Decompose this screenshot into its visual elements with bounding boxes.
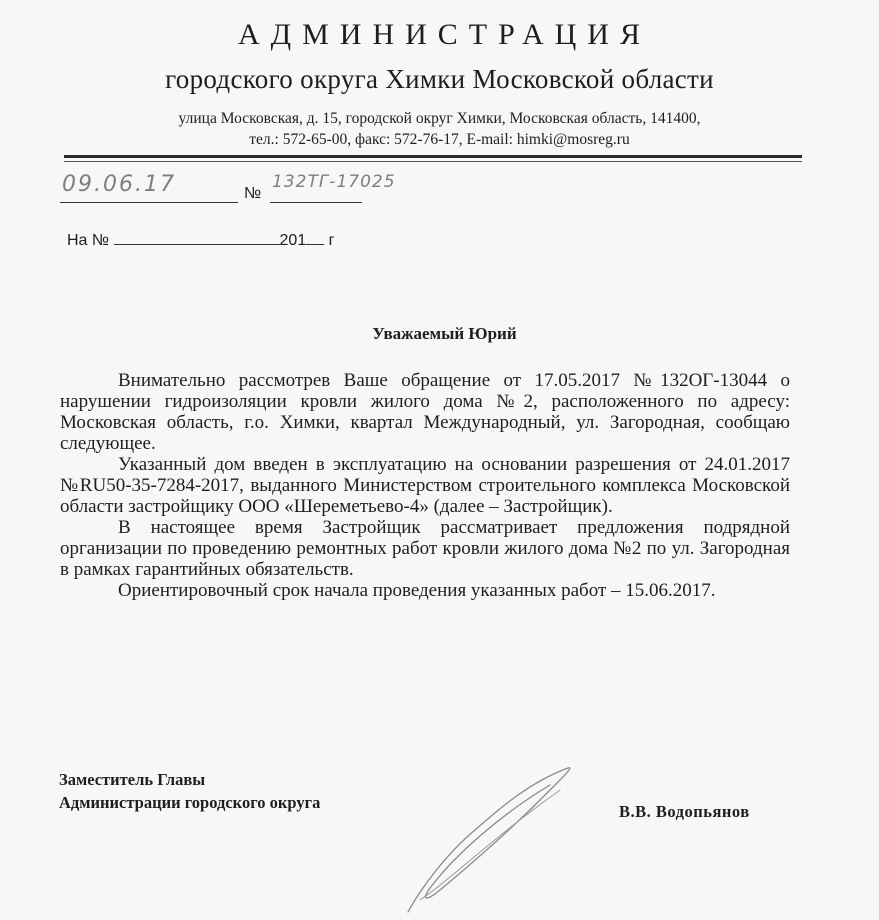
signatory-position-line-1: Заместитель Главы bbox=[59, 770, 206, 789]
signatory-position bbox=[59, 768, 320, 814]
letterhead-subtitle: городского округа Химки Московской области bbox=[165, 64, 714, 94]
reference-year-blank bbox=[306, 230, 324, 245]
body-paragraph-1: Внимательно рассмотрев Ваше обращение от 17.05.2017 №132ОГ-13044 о нарушении гидроизоляции кровли жилого дома №2, расположенного по адресу: Московская область, г.о. Химки, квартал Международный, ул. Загородная, сообщаю следующее. bbox=[60, 370, 790, 454]
reference-year-prefix: 201 bbox=[279, 232, 307, 249]
registration-date-field bbox=[60, 172, 238, 203]
greeting: Уважаемый Юрий bbox=[372, 324, 517, 343]
body-paragraph-2: Указанный дом введен в эксплуатацию на основании разрешения от 24.01.2017 №RU50-35-7284-2017, выданного Министерством строительного комплекса Московской области застройщику ООО «Шереметьево-4» (далее – Застройщик). bbox=[60, 454, 790, 517]
body-paragraph-4: Ориентировочный срок начала проведения указанных работ – 15.06.2017. bbox=[118, 580, 716, 601]
registration-date: 09.06.17 bbox=[62, 172, 176, 197]
registration-number-label: № bbox=[244, 185, 262, 202]
letter-body bbox=[60, 370, 790, 601]
signatory-position-line-2: Администрации городского округа bbox=[59, 793, 321, 812]
reference-prefix: На № bbox=[67, 232, 110, 249]
registration-number-field bbox=[270, 172, 396, 203]
letterhead-rule-thin bbox=[64, 161, 802, 162]
handwritten-signature bbox=[390, 760, 590, 920]
registration-number: 132ТГ-17025 bbox=[272, 172, 396, 192]
letterhead-rule-thick bbox=[64, 155, 802, 158]
letterhead-title: АДМИНИСТРАЦИЯ bbox=[238, 18, 651, 51]
reference-suffix: г bbox=[328, 232, 335, 249]
letterhead-address bbox=[0, 108, 879, 150]
reference-line bbox=[67, 230, 335, 250]
signatory-name: В.В. Водопьянов bbox=[619, 802, 750, 821]
address-line-1: улица Московская, д. 15, городской округ Химки, Московская область, 141400, bbox=[178, 110, 701, 127]
address-line-2: тел.: 572-65-00, факс: 572-76-17, E-mail: himki@mosreg.ru bbox=[249, 131, 630, 148]
body-paragraph-3: В настоящее время Застройщик рассматривает предложения подрядной организации по проведению ремонтных работ кровли жилого дома №2 по ул. Загородная в рамках гарантийных обязательств. bbox=[60, 517, 790, 580]
reference-number-blank bbox=[114, 230, 280, 245]
